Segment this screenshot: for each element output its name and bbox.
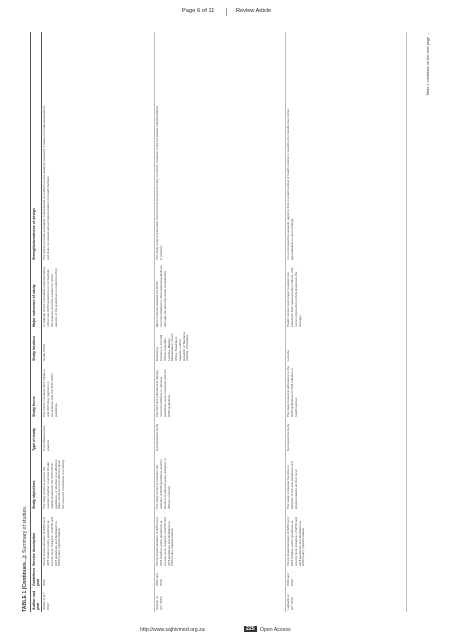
cell-type: Retrospective study — [155, 423, 160, 451]
cell-guideline: 2006 and 2010 — [155, 573, 164, 586]
open-access-label: Open Access — [260, 627, 291, 633]
cell-location: South Africa — [42, 344, 47, 361]
table-row — [286, 32, 407, 612]
cell-service: Timely implementation of WHO and ART initiation policy guidelines at country level. Adoption of WHO and ART guidelines and facilitators to WHO policy implementation — [42, 516, 62, 566]
table-caption — [22, 506, 28, 612]
header-strengths: Strengths/weakness of design — [32, 208, 36, 260]
header-guidelines-year: Guidelines year — [32, 567, 41, 586]
page-header — [0, 8, 453, 20]
cell-outcomes: Most countries adopted the WHO recommendations in their national guidelines, although the time lag varied considerably — [155, 264, 167, 327]
cell-guideline: 2010 — [42, 579, 47, 586]
cell-service: Timely implementation of WHO and ART initiation policy guidelines at country level. Adoption of WHO and ART guidelines and facilitators to WHO policy implementation — [286, 516, 306, 566]
cell-author: Steinijn et al.¹⁸ 2013 — [155, 596, 164, 610]
journal-url-link[interactable]: http://www.sajhivmed.org.za — [140, 627, 205, 633]
cell-strengths: It is a retrospective analysis, patterns from a small number of health centres in Lesotho; the results may not be generalisable to other settings. — [286, 109, 295, 260]
cell-objective: The study aimed to answer the question whether countries should rapidly implement the WHO 2010 guidelines, or whether cost-effective delay would be more effective given the resource constraints of a setting — [42, 459, 66, 509]
table-row — [155, 32, 286, 612]
summary-table — [30, 32, 407, 612]
cell-location: Lesotho — [286, 349, 291, 361]
page-label: Page 6 of 11 — [182, 8, 215, 14]
cell-focus: The article considers ART initiation and ART drug regimens in accordance with the 2010 WHO guidelines — [42, 369, 58, 417]
header-author: Author and year — [32, 590, 41, 610]
header-location: Study location — [32, 336, 36, 361]
cell-objective: The study aimed to examine the adoption of WHO guidelines and the timeline of national policy adoption in African countries — [155, 458, 171, 509]
table-continues-note: Table 1 continues on the next page → — [426, 32, 430, 96]
cell-service: Timely implementation of WHO and ART initiation policy guidelines at country level. Adoption of WHO and ART guidelines and facilitators to WHO policy implementation — [155, 516, 175, 566]
cell-type: Cost-effectiveness analysis — [42, 425, 51, 451]
header-outcomes: Major outcomes of study — [32, 284, 36, 327]
cell-objective: The study compared the time to adoption of the new guidelines and implementation at clinic level — [286, 461, 298, 509]
header-type: Type of study — [32, 427, 36, 451]
page-number: 225 — [246, 626, 255, 632]
table-row — [42, 32, 155, 612]
cell-author: Lubbarts et al.¹⁹ 2011 — [286, 594, 295, 610]
cell-author: Alistar et al.¹⁷ 2012 — [42, 591, 51, 610]
cell-guideline: 2006 and 2010 — [286, 573, 295, 586]
cell-focus: The study looked at adherence to the WHO guidelines for ART initiation in health centres — [286, 365, 298, 417]
cell-strengths: The article provides a detailed model-based cost-effectiveness analysis; however, it relies on model assumptions and does not assess actual implementation in health facilities. — [42, 105, 51, 260]
cell-location: Botswana, Cameroon, Central African Republic, Lesotho, Malawi, Mozambique, South Africa, Swaziland, Uganda, United Republic of Tanzania, Zambia, Zimbabwe — [155, 331, 190, 361]
cell-outcomes: In settings where immediate implementation of the new WHO guidelines is not feasible, the analysis provides a basis for which aspects of the guidelines to implement first — [42, 266, 58, 327]
cell-strengths: The study used a systematic document review across many countries; however, it did not assess implementation in practice. — [155, 105, 164, 260]
table-header-row — [31, 32, 42, 612]
page-footer — [0, 626, 453, 638]
cell-outcomes: Health centres took longer to adopt new guidelines than national policy makers, and some centres did not fully implement the changes — [286, 267, 302, 327]
cell-type: Retrospective study — [286, 423, 291, 451]
table-page — [22, 32, 430, 612]
rotated-table-region — [22, 32, 430, 612]
header-focus: Study focus — [32, 396, 36, 417]
section-label: Review Article — [236, 8, 272, 14]
header-objectives: Study objectives — [32, 480, 36, 509]
header-service: Service description — [32, 532, 36, 566]
caption-label: TABLE 1 (Continues...): — [22, 554, 28, 612]
caption-text: Summary of studies. — [22, 505, 28, 553]
header-divider — [226, 8, 227, 16]
cell-focus: The ART and antiretroviral therapy recommendations in national guidelines were compared with the WHO guidelines — [155, 369, 171, 417]
